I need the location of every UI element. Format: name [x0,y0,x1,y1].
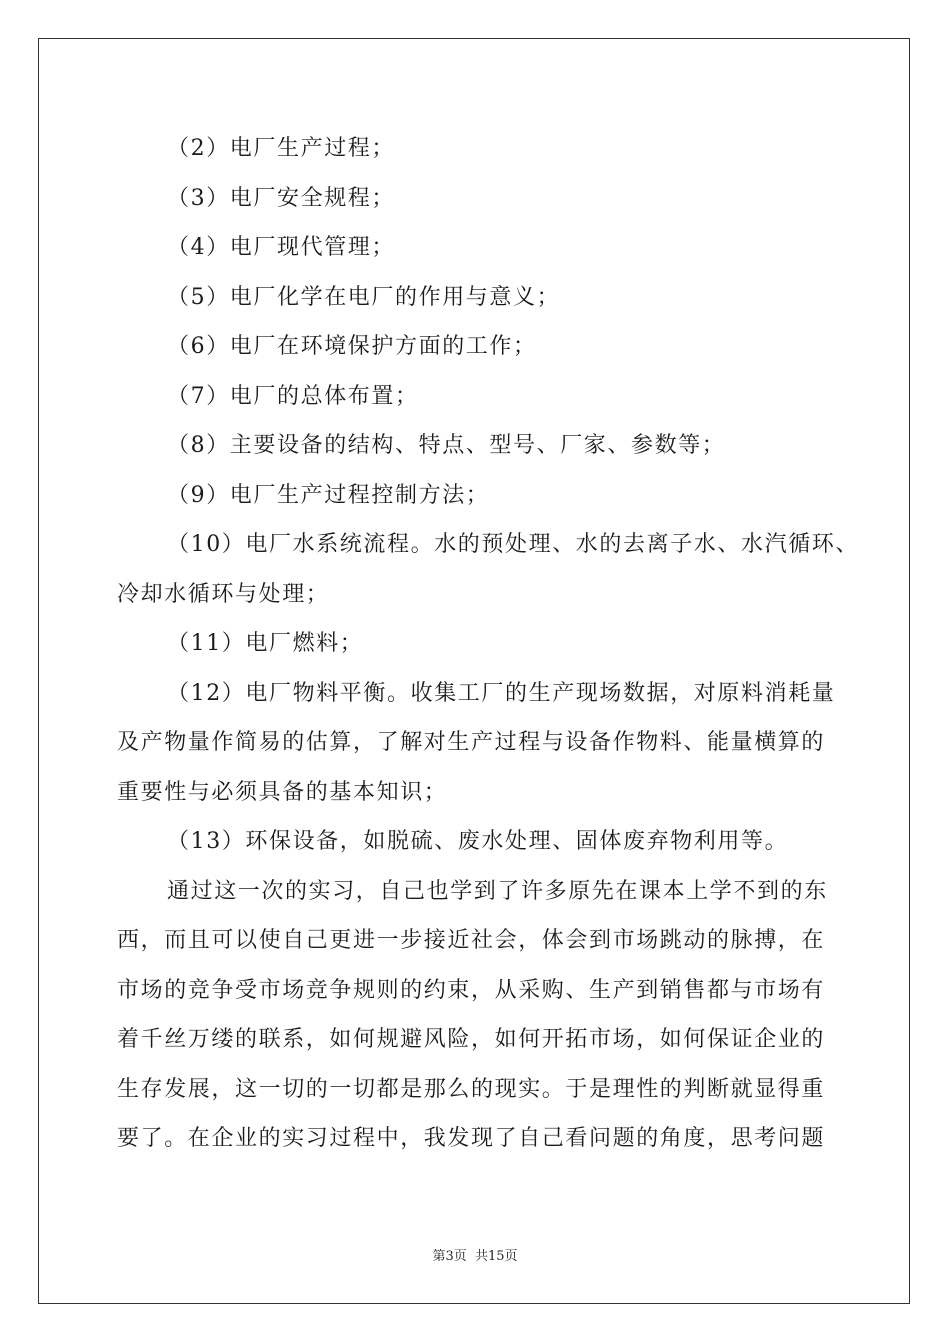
paragraph-line: 着千丝万缕的联系，如何规避风险，如何开拓市场，如何保证企业的 [117,1027,826,1052]
list-item: （2）电厂生产过程； [167,136,395,161]
list-item: （3）电厂安全规程； [167,185,395,211]
paragraph-line: 通过这一次的实习，自己也学到了许多原先在课本上学不到的东 [167,878,828,904]
list-item: （13）环保设备，如脱硫、废水处理、固体废弃物利用等。 [167,829,789,854]
paragraph-line: 重要性与必须具备的基本知识； [117,779,448,805]
list-item: （4）电厂现代管理； [167,235,395,260]
page-number: 第3页 [432,1249,467,1264]
list-item: （12）电厂物料平衡。收集工厂的生产现场数据，对原料消耗量 [167,680,836,706]
list-item: （10）电厂水系统流程。水的预处理、水的去离子水、水汽循环、 [167,532,859,557]
list-item: （11）电厂燃料； [167,631,364,656]
page-footer [0,1245,950,1264]
page-total: 共15页 [474,1249,518,1264]
list-item: （8）主要设备的结构、特点、型号、厂家、参数等； [167,433,726,458]
list-item: （9）电厂生产过程控制方法； [167,482,490,508]
list-item: （5）电厂化学在电厂的作用与意义； [167,284,561,310]
paragraph-line: 冷却水循环与处理； [117,581,330,607]
paragraph-line: 市场的竞争受市场竞争规则的约束，从采购、生产到销售都与市场有 [117,977,826,1003]
paragraph-line: 及产物量作简易的估算，了解对生产过程与设备作物料、能量横算的 [117,730,826,755]
list-item: （6）电厂在环境保护方面的工作； [167,334,537,359]
paragraph-line: 生存发展，这一切的一切都是那么的现实。于是理性的判断就显得重 [117,1076,826,1102]
paragraph-line: 西，而且可以使自己更进一步接近社会，体会到市场跳动的脉搏，在 [117,928,826,953]
list-item: （7）电厂的总体布置； [167,383,419,409]
paragraph-line: 要了。在企业的实习过程中，我发现了自己看问题的角度，思考问题 [117,1126,826,1151]
document-body [117,124,859,1164]
